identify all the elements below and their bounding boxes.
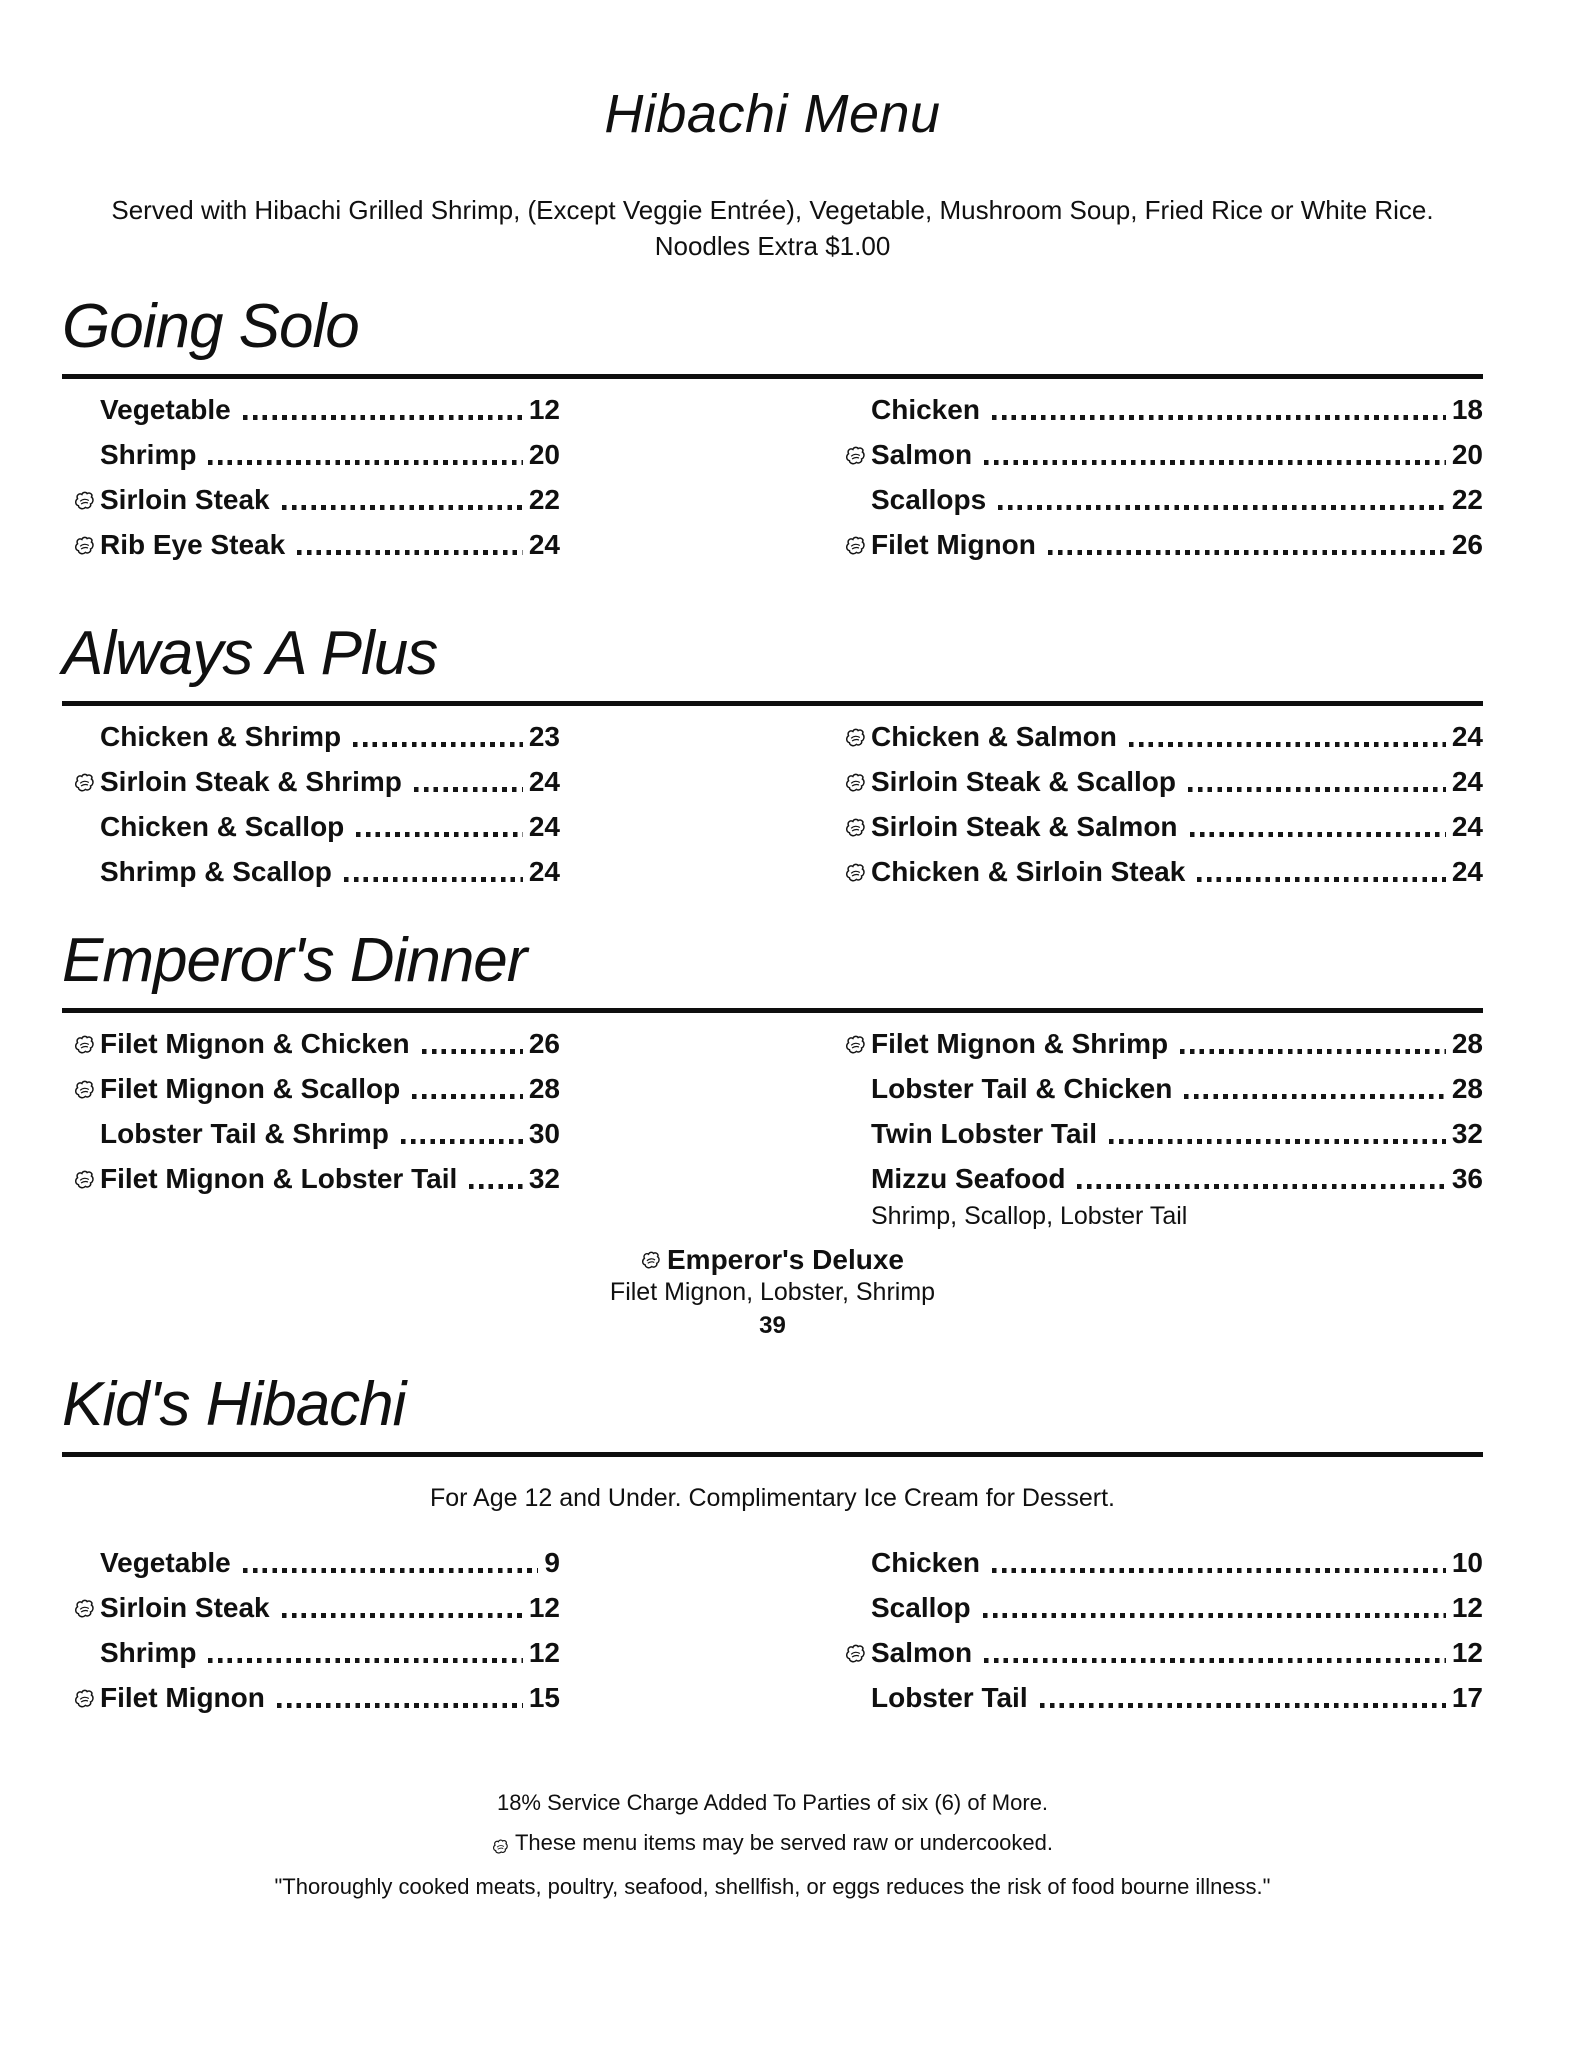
footer-service-charge: 18% Service Charge Added To Parties of six (6) of More. <box>496 1790 1049 1815</box>
item-price: 20 <box>528 439 560 470</box>
raw-advisory-icon <box>74 536 100 555</box>
dot-leader <box>353 742 523 747</box>
item-price: 28 <box>528 1073 560 1104</box>
item-name: Twin Lobster Tail <box>871 1118 1098 1149</box>
menu-item-filet-mignon-scallop <box>62 1074 560 1104</box>
featured-price: 39 <box>759 1312 786 1339</box>
item-name: Sirloin Steak <box>100 1592 270 1623</box>
menu-item-filet-mignon-lobster-tail <box>62 1164 560 1194</box>
menu-item-chicken-sirloin-steak <box>845 857 1483 887</box>
featured-name: Emperor's Deluxe <box>667 1244 904 1275</box>
item-price: 12 <box>1451 1592 1483 1623</box>
item-name: Shrimp & Scallop <box>100 856 332 887</box>
dot-leader <box>1188 787 1446 792</box>
menu-item-chicken-scallop <box>62 812 560 842</box>
section-rule <box>62 1008 1483 1013</box>
item-price: 24 <box>528 856 560 887</box>
item-name: Filet Mignon <box>100 1682 265 1713</box>
item-name: Scallop <box>871 1592 971 1623</box>
dot-leader <box>282 505 523 510</box>
item-name: Filet Mignon & Shrimp <box>871 1028 1169 1059</box>
dot-leader <box>344 877 523 882</box>
item-name: Rib Eye Steak <box>100 529 286 560</box>
section-emperor-s-dinner <box>62 926 1483 1340</box>
dot-leader <box>1048 550 1446 555</box>
featured-title-row <box>641 1245 904 1275</box>
menu-item-filet-mignon <box>845 530 1483 560</box>
page-title: Hibachi Menu <box>604 84 941 144</box>
item-price: 12 <box>528 394 560 425</box>
menu-item-mizzu-seafood <box>845 1164 1483 1194</box>
dot-leader <box>1109 1139 1446 1144</box>
item-price: 24 <box>528 811 560 842</box>
dot-leader <box>243 1568 539 1573</box>
menu-item-sirloin-steak <box>62 1593 560 1623</box>
item-price: 12 <box>1451 1637 1483 1668</box>
menu-sections <box>62 292 1483 1728</box>
dot-leader <box>998 505 1446 510</box>
raw-advisory-icon <box>845 446 871 465</box>
dot-leader <box>469 1184 523 1189</box>
section-title: Kid's Hibachi <box>62 1370 406 1439</box>
item-price: 24 <box>1451 856 1483 887</box>
menu-item-lobster-tail-shrimp <box>62 1119 560 1149</box>
section-going-solo <box>62 292 1483 575</box>
column-right <box>845 1029 1483 1241</box>
item-name: Mizzu Seafood <box>871 1163 1066 1194</box>
raw-advisory-icon <box>74 1080 100 1099</box>
column-left <box>62 395 560 575</box>
item-name: Scallops <box>871 484 987 515</box>
item-name: Salmon <box>871 439 973 470</box>
item-price: 24 <box>528 766 560 797</box>
featured-description: Filet Mignon, Lobster, Shrimp <box>609 1278 936 1306</box>
dot-leader <box>1180 1049 1446 1054</box>
section-rule <box>62 374 1483 379</box>
item-price: 32 <box>1451 1118 1483 1149</box>
item-name: Filet Mignon & Scallop <box>100 1073 401 1104</box>
item-price: 22 <box>528 484 560 515</box>
item-name: Lobster Tail & Shrimp <box>100 1118 389 1149</box>
menu-item-chicken <box>845 395 1483 425</box>
menu-item-filet-mignon <box>62 1683 560 1713</box>
menu-item-lobster-tail-chicken <box>845 1074 1483 1104</box>
item-name: Chicken <box>871 1547 980 1578</box>
column-left <box>62 722 560 902</box>
raw-advisory-icon <box>74 1689 100 1708</box>
item-description: Shrimp, Scallop, Lobster Tail <box>871 1202 1188 1230</box>
subtitle-line-2: Noodles Extra $1.00 <box>654 231 891 261</box>
menu-item-chicken-shrimp <box>62 722 560 752</box>
item-price: 32 <box>528 1163 560 1194</box>
item-price: 36 <box>1451 1163 1483 1194</box>
item-price: 9 <box>544 1547 560 1578</box>
item-price: 22 <box>1451 484 1483 515</box>
menu-item-vegetable <box>62 395 560 425</box>
column-left <box>62 1548 560 1728</box>
menu-item-shrimp <box>62 1638 560 1668</box>
dot-leader <box>208 460 522 465</box>
menu-item-filet-mignon-chicken <box>62 1029 560 1059</box>
menu-item-sirloin-steak-scallop <box>845 767 1483 797</box>
column-right <box>845 722 1483 902</box>
footer-raw-advisory-text: These menu items may be served raw or undercooked. <box>514 1830 1054 1855</box>
raw-advisory-icon <box>74 1170 100 1189</box>
raw-advisory-icon <box>845 863 871 882</box>
dot-leader <box>412 1094 523 1099</box>
dot-leader <box>983 1613 1446 1618</box>
raw-advisory-icon <box>74 491 100 510</box>
item-price: 12 <box>528 1592 560 1623</box>
dot-leader <box>1077 1184 1445 1189</box>
raw-advisory-icon <box>845 818 871 837</box>
dot-leader <box>208 1658 522 1663</box>
footer-health-warning: "Thoroughly cooked meats, poultry, seafood, shellfish, or eggs reduces the risk of food bourne illness." <box>274 1874 1271 1899</box>
raw-advisory-icon <box>74 1599 100 1618</box>
item-name: Filet Mignon <box>871 529 1036 560</box>
dot-leader <box>1190 832 1446 837</box>
dot-leader <box>401 1139 523 1144</box>
item-price: 24 <box>1451 811 1483 842</box>
column-right <box>845 395 1483 575</box>
item-name: Vegetable <box>100 1547 231 1578</box>
item-name: Chicken & Scallop <box>100 811 345 842</box>
menu-item-shrimp <box>62 440 560 470</box>
item-price: 18 <box>1451 394 1483 425</box>
item-price: 12 <box>528 1637 560 1668</box>
item-price: 24 <box>528 529 560 560</box>
item-name: Salmon <box>871 1637 973 1668</box>
item-name: Filet Mignon & Chicken <box>100 1028 410 1059</box>
item-price: 23 <box>528 721 560 752</box>
menu-item-vegetable <box>62 1548 560 1578</box>
column-left <box>62 1029 560 1241</box>
section-rule <box>62 701 1483 706</box>
item-name: Sirloin Steak <box>100 484 270 515</box>
subtitle-line-1: Served with Hibachi Grilled Shrimp, (Except Veggie Entrée), Vegetable, Mushroom Soup, Fried Rice or White Rice. <box>111 195 1434 225</box>
dot-leader <box>414 787 523 792</box>
item-name: Shrimp <box>100 1637 197 1668</box>
item-price: 17 <box>1451 1682 1483 1713</box>
menu-item-shrimp-scallop <box>62 857 560 887</box>
dot-leader <box>992 415 1446 420</box>
item-name: Sirloin Steak & Salmon <box>871 811 1178 842</box>
menu-item-salmon <box>845 1638 1483 1668</box>
dot-leader <box>984 1658 1446 1663</box>
section-title: Emperor's Dinner <box>62 926 527 995</box>
item-price: 20 <box>1451 439 1483 470</box>
section-kid-s-hibachi <box>62 1370 1483 1728</box>
section-columns <box>62 395 1483 575</box>
raw-advisory-icon <box>845 1644 871 1663</box>
dot-leader <box>243 415 523 420</box>
dot-leader <box>282 1613 523 1618</box>
section-note: For Age 12 and Under. Complimentary Ice Cream for Dessert. <box>429 1484 1115 1512</box>
section-title: Always A Plus <box>62 619 438 688</box>
section-columns <box>62 722 1483 902</box>
item-name: Vegetable <box>100 394 231 425</box>
item-name: Chicken & Salmon <box>871 721 1117 752</box>
item-name: Chicken & Shrimp <box>100 721 342 752</box>
raw-advisory-icon <box>492 1834 509 1860</box>
menu-item-rib-eye-steak <box>62 530 560 560</box>
dot-leader <box>422 1049 523 1054</box>
item-name: Shrimp <box>100 439 197 470</box>
section-rule <box>62 1452 1483 1457</box>
footer-raw-advisory <box>62 1830 1483 1860</box>
raw-advisory-icon <box>845 773 871 792</box>
column-right <box>845 1548 1483 1728</box>
section-always-a-plus <box>62 619 1483 902</box>
item-price: 24 <box>1451 766 1483 797</box>
menu-item-scallop <box>845 1593 1483 1623</box>
item-price: 26 <box>528 1028 560 1059</box>
dot-leader <box>992 1568 1446 1573</box>
dot-leader <box>1129 742 1446 747</box>
item-price: 30 <box>528 1118 560 1149</box>
dot-leader <box>1197 877 1446 882</box>
item-name: Sirloin Steak & Shrimp <box>100 766 402 797</box>
menu-item-sirloin-steak-shrimp <box>62 767 560 797</box>
featured-item-emperor-s-deluxe <box>62 1245 1483 1340</box>
item-price: 28 <box>1451 1028 1483 1059</box>
raw-advisory-icon <box>74 773 100 792</box>
raw-advisory-icon <box>845 1035 871 1054</box>
menu-item-sirloin-steak-salmon <box>845 812 1483 842</box>
section-columns <box>62 1548 1483 1728</box>
dot-leader <box>1184 1094 1446 1099</box>
menu-item-lobster-tail <box>845 1683 1483 1713</box>
menu-item-chicken-salmon <box>845 722 1483 752</box>
menu-item-twin-lobster-tail <box>845 1119 1483 1149</box>
item-name: Lobster Tail & Chicken <box>871 1073 1173 1104</box>
section-title: Going Solo <box>62 292 359 361</box>
item-name: Chicken & Sirloin Steak <box>871 856 1186 887</box>
menu-footer <box>62 1790 1483 1900</box>
dot-leader <box>277 1703 523 1708</box>
section-columns <box>62 1029 1483 1241</box>
menu-item-filet-mignon-shrimp <box>845 1029 1483 1059</box>
dot-leader <box>984 460 1446 465</box>
dot-leader <box>297 550 523 555</box>
item-name: Lobster Tail <box>871 1682 1028 1713</box>
menu-item-sirloin-steak <box>62 485 560 515</box>
item-price: 15 <box>528 1682 560 1713</box>
dot-leader <box>1040 1703 1446 1708</box>
menu-subtitle <box>62 192 1483 264</box>
raw-advisory-icon <box>845 728 871 747</box>
item-name: Chicken <box>871 394 980 425</box>
raw-advisory-icon <box>641 1245 661 1275</box>
item-price: 10 <box>1451 1547 1483 1578</box>
menu-item-salmon <box>845 440 1483 470</box>
item-price: 24 <box>1451 721 1483 752</box>
item-name: Filet Mignon & Lobster Tail <box>100 1163 458 1194</box>
menu-item-scallops <box>845 485 1483 515</box>
dot-leader <box>356 832 523 837</box>
raw-advisory-icon <box>845 536 871 555</box>
item-name: Sirloin Steak & Scallop <box>871 766 1176 797</box>
item-price: 26 <box>1451 529 1483 560</box>
item-price: 28 <box>1451 1073 1483 1104</box>
raw-advisory-icon <box>74 1035 100 1054</box>
menu-item-chicken <box>845 1548 1483 1578</box>
